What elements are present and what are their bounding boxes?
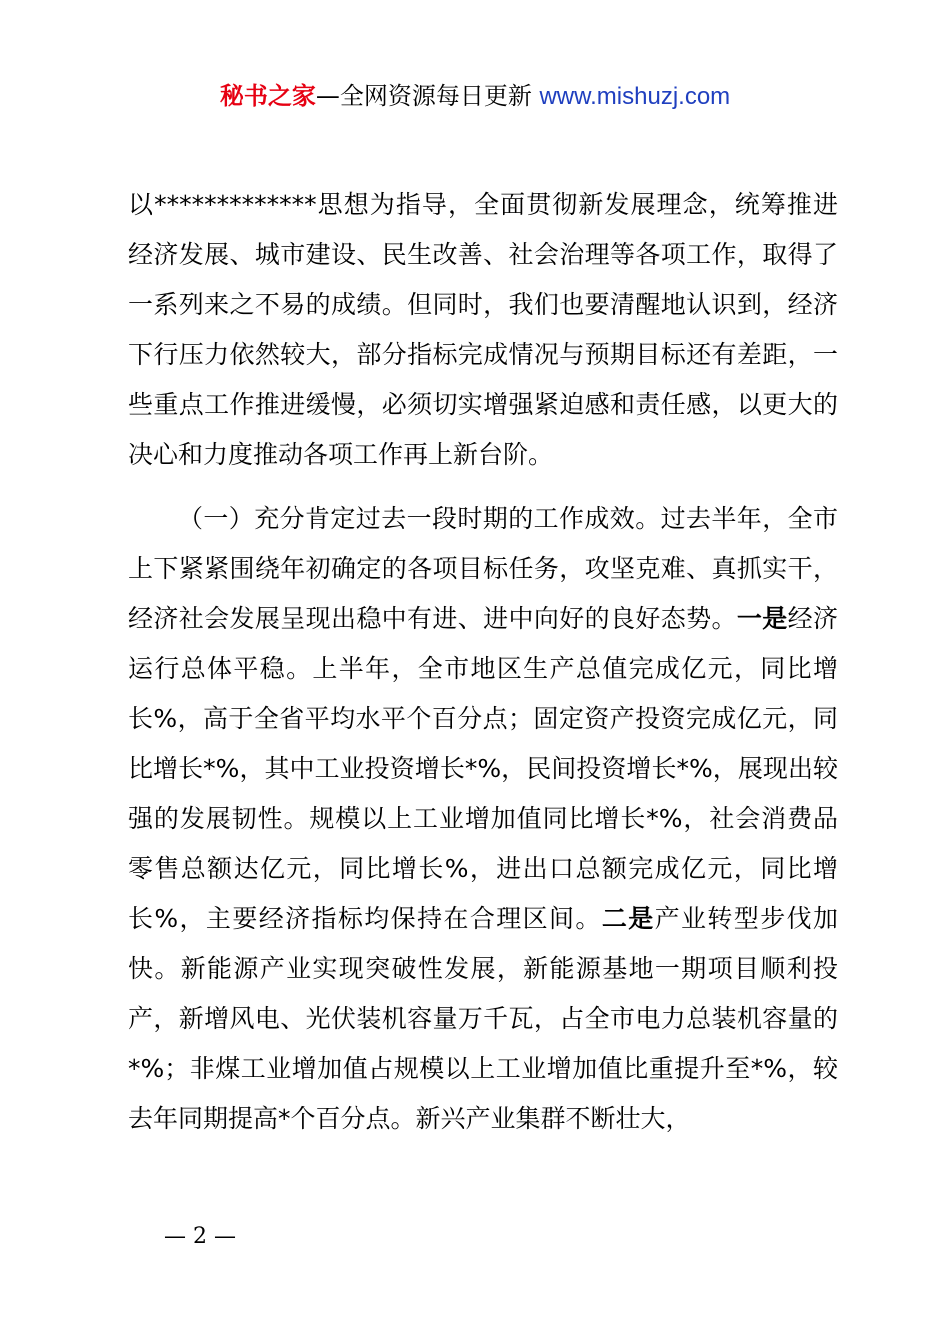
point-two-label: 二是 [601,904,655,933]
point-two-text: 产业转型步伐加快。新能源产业实现突破性发展，新能源基地一期项目顺利投产，新增风电、光伏装机容量万千瓦，占全市电力总装机容量的*%；非煤工业增加值占规模以上工业增加值比重提升至*%，较去年同期提高*个百分点。新兴产业集群不断壮大， [128,904,838,1133]
paragraph-1: 以*************思想为指导，全面贯彻新发展理念，统筹推进经济发展、城市建设、民生改善、社会治理等各项工作，取得了一系列来之不易的成绩。但同时，我们也要清醒地认识到，经济下行压力依然较大，部分指标完成情况与预期目标还有差距，一些重点工作推进缓慢，必须切实增强紧迫感和责任感，以更大的决心和力度推动各项工作再上新台阶。 [128,190,838,469]
page-number: — 2 — [164,1224,236,1249]
site-header [0,80,950,113]
paragraph-2-intro: （一）充分肯定过去一段时期的工作成效。过去半年，全市上下紧紧围绕年初确定的各项目标任务，攻坚克难、真抓实干，经济社会发展呈现出稳中有进、进中向好的良好态势。 [128,504,838,633]
point-one-label: 一是 [736,604,788,633]
brand-name: 秘书之家 [219,82,316,110]
header-slogan: —全网资源每日更新 [315,82,540,110]
document-body [128,180,838,1144]
point-one-text: 经济运行总体平稳。上半年，全市地区生产总值完成亿元，同比增长%，高于全省平均水平个百分点；固定资产投资完成亿元，同比增长*%，其中工业投资增长*%，民间投资增长*%，展现出较强的发展韧性。规模以上工业增加值同比增长*%，社会消费品零售总额达亿元，同比增长%，进出口总额完成亿元，同比增长%，主要经济指标均保持在合理区间。 [128,604,838,933]
paragraph-2 [128,494,838,1144]
site-url[interactable]: www.mishuzj.com [539,83,731,110]
